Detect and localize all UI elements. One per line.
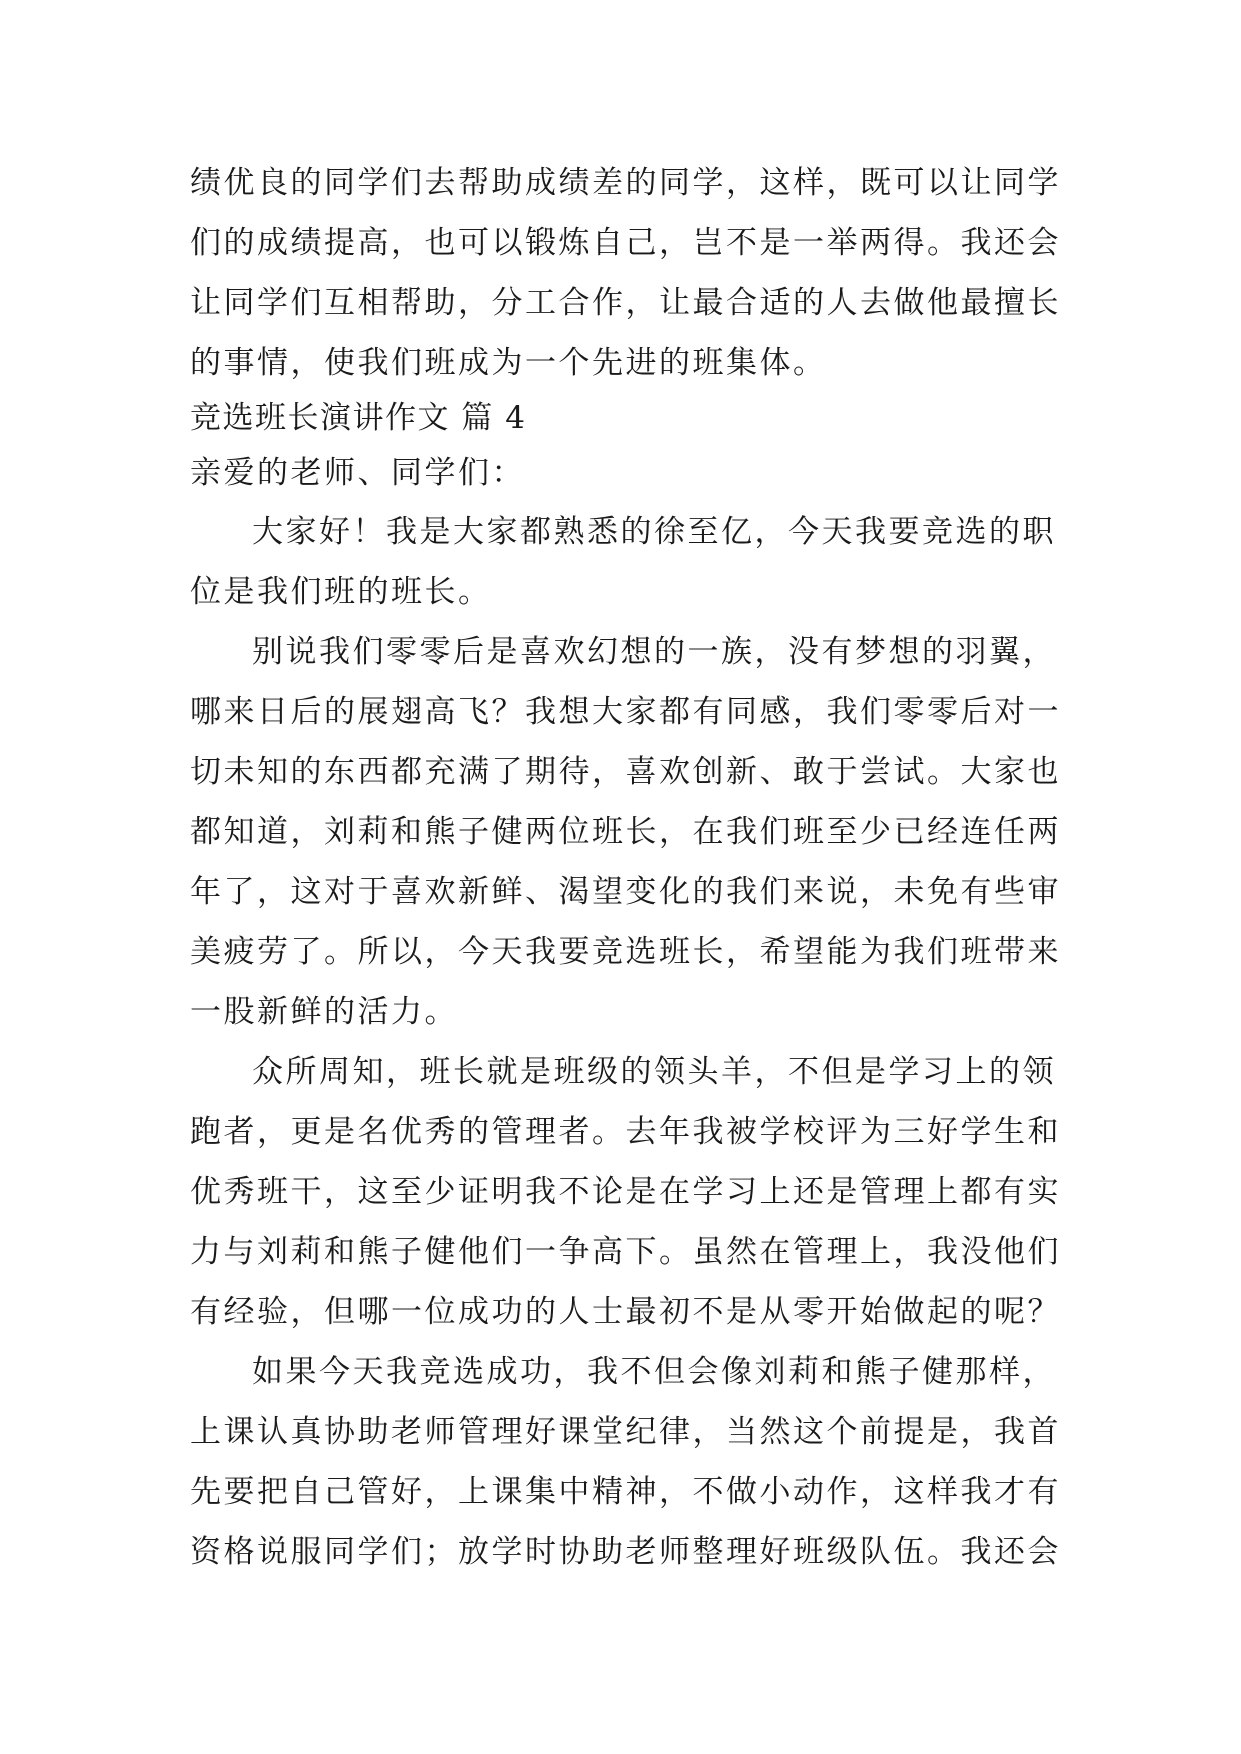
- body-text-line: 资格说服同学们；放学时协助老师整理好班级队伍。我还会: [190, 1534, 1061, 1570]
- body-text-line: 力与刘莉和熊子健他们一争高下。虽然在管理上，我没他们: [190, 1234, 1061, 1270]
- body-text-line: 一股新鲜的活力。: [190, 994, 458, 1030]
- body-text-line: 们的成绩提高，也可以锻炼自己，岂不是一举两得。我还会: [190, 225, 1061, 261]
- body-text-line: 绩优良的同学们去帮助成绩差的同学，这样，既可以让同学: [190, 165, 1061, 201]
- body-text-line: 哪来日后的展翅高飞？我想大家都有同感，我们零零后对一: [190, 694, 1061, 730]
- body-text-line: 跑者，更是名优秀的管理者。去年我被学校评为三好学生和: [190, 1114, 1061, 1150]
- body-text-line: 都知道，刘莉和熊子健两位班长，在我们班至少已经连任两: [190, 814, 1061, 850]
- body-text-line: 美疲劳了。所以，今天我要竞选班长，希望能为我们班带来: [190, 934, 1061, 970]
- body-text-line: 优秀班干，这至少证明我不论是在学习上还是管理上都有实: [190, 1174, 1061, 1210]
- body-text-line: 如果今天我竞选成功，我不但会像刘莉和熊子健那样，: [252, 1354, 1056, 1390]
- salutation: 亲爱的老师、同学们：: [190, 455, 525, 491]
- body-text-line: 的事情，使我们班成为一个先进的班集体。: [190, 345, 827, 381]
- body-text-line: 切未知的东西都充满了期待，喜欢创新、敢于尝试。大家也: [190, 754, 1061, 790]
- body-text-line: 年了，这对于喜欢新鲜、渴望变化的我们来说，未免有些审: [190, 874, 1061, 910]
- section-heading: 竞选班长演讲作文 篇 4: [190, 400, 527, 436]
- body-text-line: 大家好！我是大家都熟悉的徐至亿，今天我要竞选的职: [252, 514, 1056, 550]
- body-text-line: 上课认真协助老师管理好课堂纪律，当然这个前提是，我首: [190, 1414, 1061, 1450]
- body-text-line: 位是我们班的班长。: [190, 574, 492, 610]
- body-text-line: 别说我们零零后是喜欢幻想的一族，没有梦想的羽翼，: [252, 634, 1056, 670]
- body-text-line: 让同学们互相帮助，分工合作，让最合适的人去做他最擅长: [190, 285, 1061, 321]
- body-text-line: 先要把自己管好，上课集中精神，不做小动作，这样我才有: [190, 1474, 1061, 1510]
- body-text-line: 众所周知，班长就是班级的领头羊，不但是学习上的领: [252, 1054, 1056, 1090]
- body-text-line: 有经验，但哪一位成功的人士最初不是从零开始做起的呢？: [190, 1294, 1061, 1330]
